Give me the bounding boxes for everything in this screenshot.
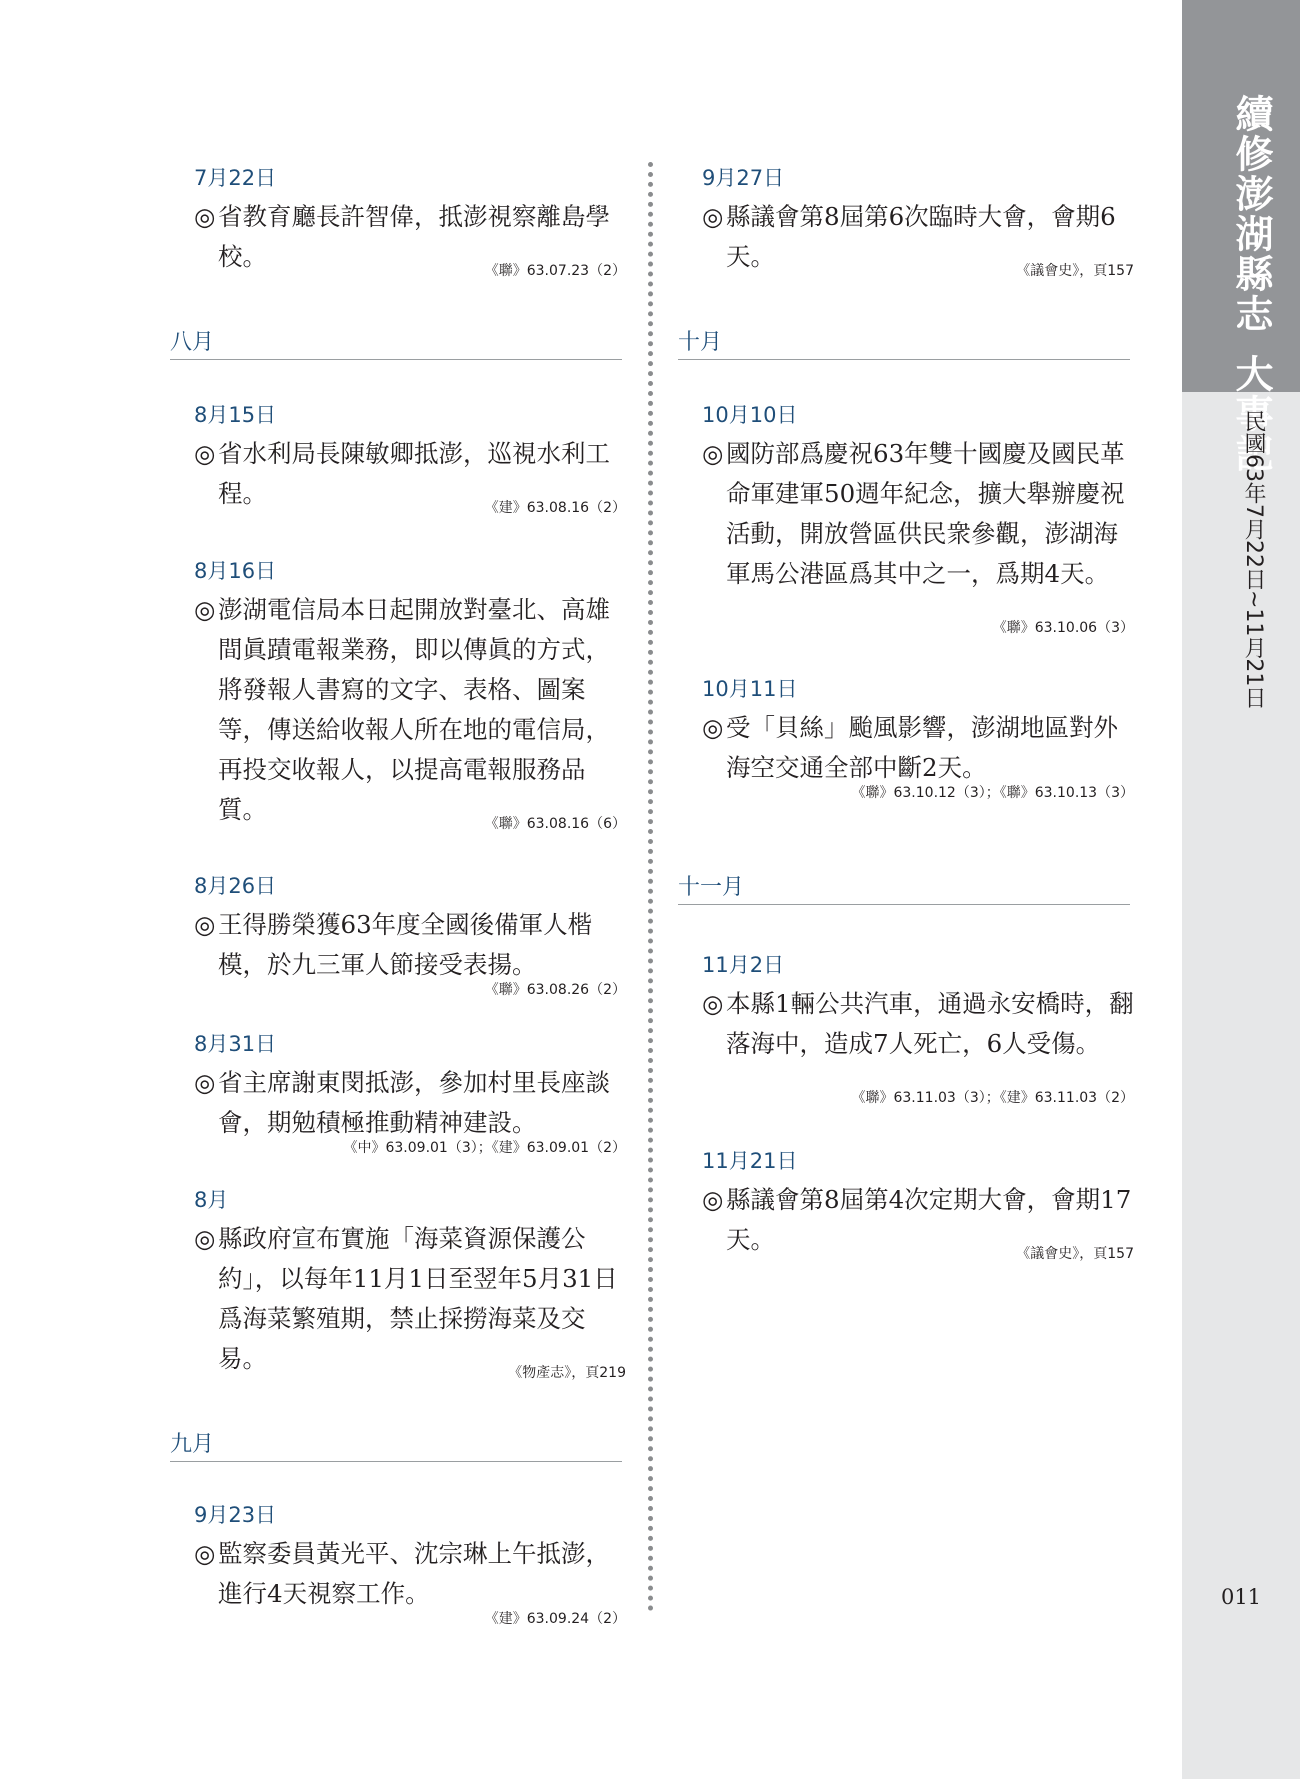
month-heading [170, 1427, 622, 1462]
event-text [702, 984, 1134, 1106]
bullet-icon: ◎ [702, 439, 724, 468]
event-description: 縣議會第8屆第4次定期大會，會期17天。 [726, 1185, 1132, 1254]
bullet-icon: ◎ [194, 595, 216, 624]
bullet-icon: ◎ [194, 1224, 216, 1253]
event-date: 10月10日 [702, 403, 798, 427]
event-date: 11月21日 [702, 1149, 798, 1173]
event-date: 9月27日 [702, 166, 785, 190]
event-description: 本縣1輛公共汽車，通過永安橋時，翻落海中，造成7人死亡，6人受傷。 [726, 989, 1134, 1058]
bullet-icon: ◎ [194, 439, 216, 468]
month-label: 十一月 [678, 875, 745, 900]
event-text [194, 1219, 626, 1379]
event-source: 《物產志》，頁219 [508, 1365, 626, 1381]
event-text [194, 1534, 626, 1614]
date-range: 民國63年7月22日~11月21日 [1241, 410, 1266, 709]
event-source: 《聯》63.10.12（3）；《聯》63.10.13（3） [851, 785, 1134, 801]
event-entry [702, 950, 1134, 1118]
bullet-icon: ◎ [194, 1068, 216, 1097]
event-text [194, 1063, 626, 1143]
event-source: 《中》63.09.01（3）；《建》63.09.01（2） [343, 1140, 626, 1156]
event-entry [194, 1185, 626, 1393]
event-source: 《議會史》，頁157 [1016, 263, 1134, 279]
event-description: 省主席謝東閔抵澎，參加村里長座談會，期勉積極推動精神建設。 [218, 1068, 610, 1137]
event-description: 監察委員黃光平、沈宗琳上午抵澎，進行4天視察工作。 [218, 1539, 610, 1608]
event-entry [194, 163, 626, 291]
bullet-icon: ◎ [194, 202, 216, 231]
bullet-icon: ◎ [702, 202, 724, 231]
event-source: 《建》63.08.16（2） [484, 500, 626, 516]
page-number: 011 [1220, 1585, 1262, 1609]
event-description: 省教育廳長許智偉，抵澎視察離島學校。 [218, 202, 610, 271]
month-heading [678, 325, 1130, 360]
event-text [194, 197, 626, 277]
event-source: 《聯》63.11.03（3）；《建》63.11.03（2） [851, 1090, 1134, 1106]
section-title-text: 大事記 [1229, 354, 1274, 474]
bullet-icon: ◎ [702, 989, 724, 1018]
event-description: 國防部爲慶祝63年雙十國慶及國民革命軍建軍50週年紀念，擴大舉辦慶祝活動，開放營區供民衆參觀，澎湖海軍馬公港區爲其中之一，爲期4天。 [726, 439, 1125, 588]
event-text [702, 1180, 1134, 1260]
event-text [702, 434, 1134, 636]
event-date: 7月22日 [194, 166, 277, 190]
event-entry [194, 871, 626, 999]
event-description: 縣議會第8屆第6次臨時大會，會期6天。 [726, 202, 1116, 271]
event-source: 《聯》63.08.26（2） [484, 982, 626, 998]
event-description: 受「貝絲」颱風影響，澎湖地區對外海空交通全部中斷2天。 [726, 713, 1118, 782]
event-source: 《聯》63.08.16（6） [484, 816, 626, 832]
event-entry [702, 1146, 1134, 1274]
bullet-icon: ◎ [702, 1185, 724, 1214]
event-description: 省水利局長陳敏卿抵澎，巡視水利工程。 [218, 439, 610, 508]
event-entry [194, 400, 626, 528]
event-source: 《聯》63.10.06（3） [992, 620, 1134, 636]
event-text [702, 197, 1134, 277]
event-text [194, 434, 626, 514]
event-date: 8月31日 [194, 1032, 277, 1056]
event-text [194, 590, 626, 830]
event-text [702, 708, 1134, 788]
event-date: 8月 [194, 1188, 229, 1212]
event-entry [194, 1029, 626, 1157]
event-date: 8月15日 [194, 403, 277, 427]
event-entry [194, 556, 626, 844]
bullet-icon: ◎ [702, 713, 724, 742]
event-text [194, 905, 626, 985]
month-heading [678, 870, 1130, 905]
bullet-icon: ◎ [194, 910, 216, 939]
event-description: 王得勝榮獲63年度全國後備軍人楷模，於九三軍人節接受表揚。 [218, 910, 593, 979]
event-entry [194, 1500, 626, 1628]
book-title [1203, 94, 1279, 474]
month-label: 十月 [678, 330, 723, 355]
event-entry [702, 674, 1134, 802]
event-source: 《議會史》，頁157 [1016, 1246, 1134, 1262]
event-date: 10月11日 [702, 677, 798, 701]
event-source: 《聯》63.07.23（2） [484, 263, 626, 279]
month-label: 八月 [170, 330, 215, 355]
book-title-text: 續修澎湖縣志 [1229, 94, 1274, 334]
event-date: 8月16日 [194, 559, 277, 583]
month-heading [170, 325, 622, 360]
event-description: 澎湖電信局本日起開放對臺北、高雄間眞蹟電報業務，即以傳眞的方式，將發報人書寫的文字、表格、圖案等，傳送給收報人所在地的電信局，再投交收報人，以提高電報服務品質。 [218, 595, 610, 824]
bullet-icon: ◎ [194, 1539, 216, 1568]
event-description: 縣政府宣布實施「海菜資源保護公約」，以每年11月1日至翌年5月31日爲海菜繁殖期，禁止採撈海菜及交易。 [218, 1224, 618, 1373]
event-date: 9月23日 [194, 1503, 277, 1527]
event-date: 11月2日 [702, 953, 785, 977]
event-entry [702, 163, 1134, 291]
month-label: 九月 [170, 1432, 215, 1457]
column-divider [648, 162, 653, 1612]
event-date: 8月26日 [194, 874, 277, 898]
event-entry [702, 400, 1134, 648]
event-source: 《建》63.09.24（2） [484, 1611, 626, 1627]
